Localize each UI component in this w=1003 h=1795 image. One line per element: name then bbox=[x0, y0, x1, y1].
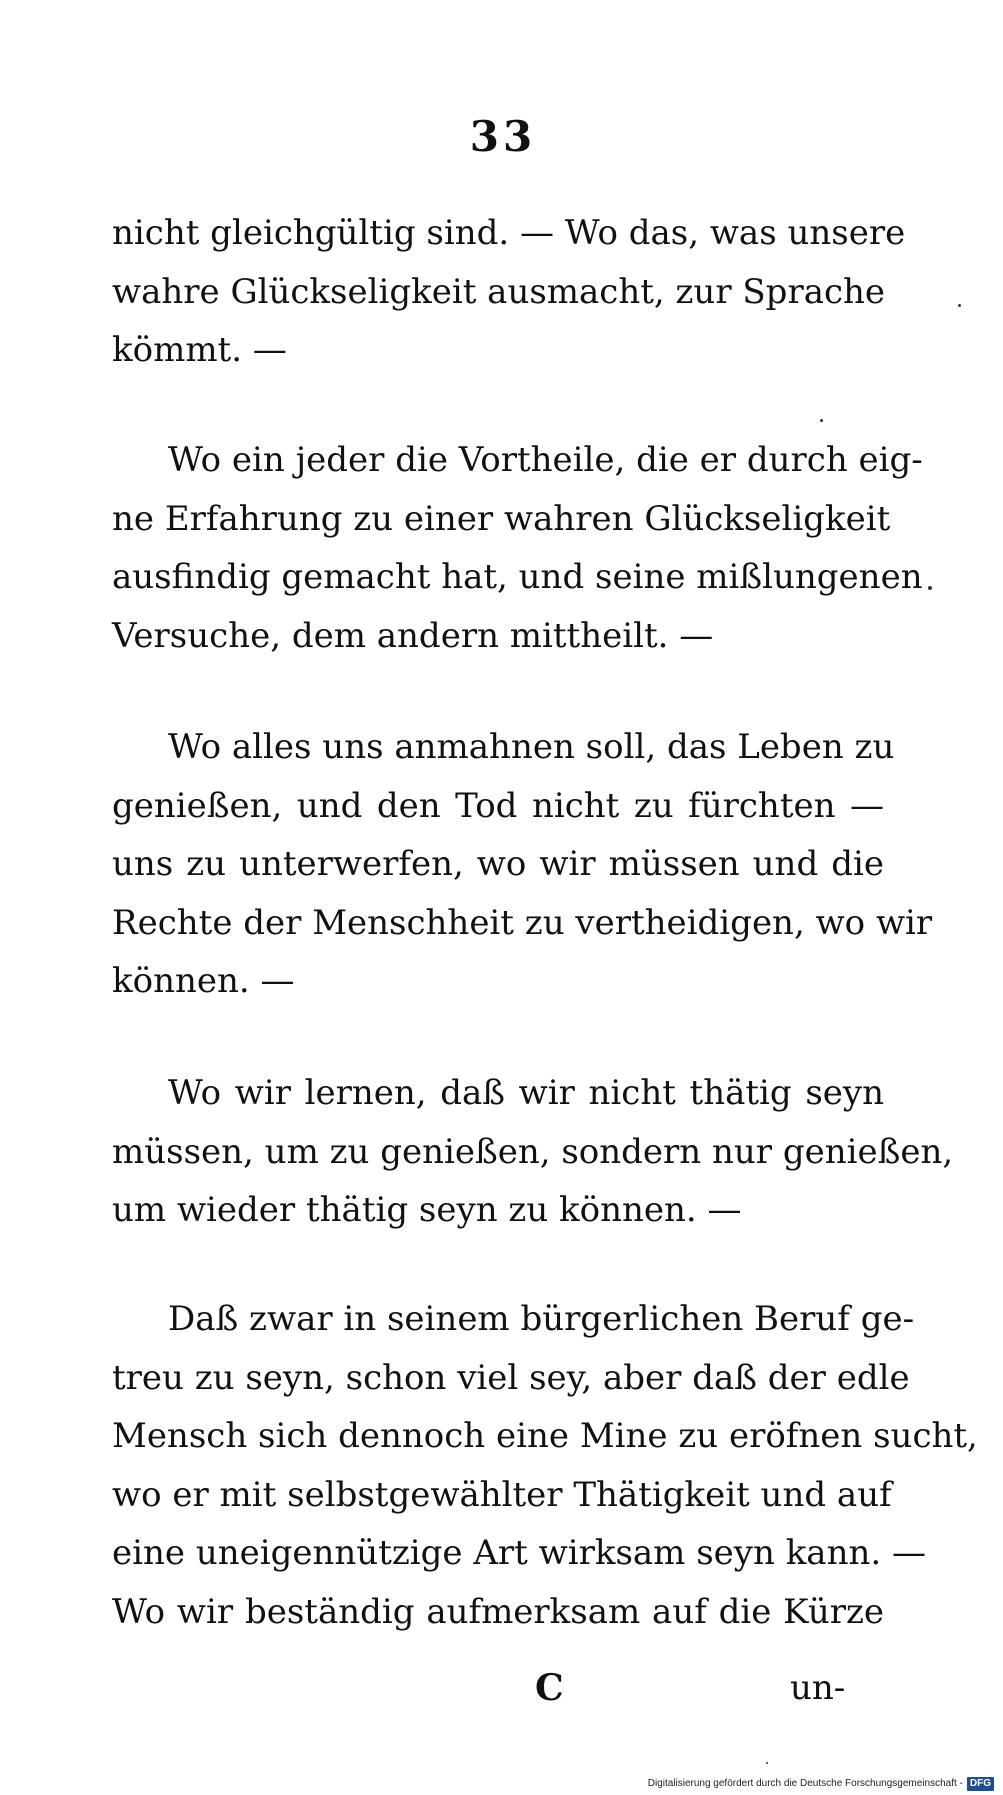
catchword: un- bbox=[790, 1668, 846, 1708]
page-number: 33 bbox=[469, 112, 537, 161]
text-line: Daß zwar in seinem bürgerlichen Beruf ge- bbox=[168, 1299, 915, 1339]
paragraph-1 bbox=[112, 204, 906, 380]
page-bottom-row bbox=[112, 1665, 884, 1711]
paragraph-5 bbox=[112, 1290, 978, 1641]
text-line: Wo wir beständig aufmerksam auf die Kürze bbox=[112, 1591, 884, 1632]
paragraph-3 bbox=[112, 718, 933, 1011]
credit-text: Digitalisierung gefördert durch die Deutsche Forschungsgemeinschaft - bbox=[647, 1778, 963, 1789]
text-line: Wo alles uns anmahnen soll, das Leben zu bbox=[168, 727, 895, 767]
text-line: kömmt. — bbox=[112, 330, 287, 370]
scan-speck bbox=[958, 304, 961, 307]
paragraph-2 bbox=[112, 431, 923, 665]
signature-mark: C bbox=[535, 1667, 564, 1709]
text-line: eine uneigennützige Art wirksam seyn kann. — bbox=[112, 1533, 926, 1573]
text-line: Versuche, dem andern mittheilt. — bbox=[112, 615, 714, 656]
text-line: genießen, und den Tod nicht zu fürchten — bbox=[112, 785, 884, 826]
text-line: Rechte der Menschheit zu vertheidigen, wo wir bbox=[112, 902, 933, 943]
scan-speck bbox=[766, 1762, 768, 1764]
text-line: ne Erfahrung zu einer wahren Glückseligkeit bbox=[112, 498, 891, 539]
paragraph-4 bbox=[112, 1064, 954, 1240]
text-line: treu zu seyn, schon viel sey, aber daß der edle bbox=[112, 1357, 910, 1398]
scan-speck bbox=[820, 419, 823, 422]
text-line: ausfindig gemacht hat, und seine mißlungenen bbox=[112, 557, 923, 597]
text-line: können. — bbox=[112, 961, 295, 1001]
text-line: Mensch sich dennoch eine Mine zu eröfnen sucht, bbox=[112, 1416, 978, 1456]
text-line: wahre Glückseligkeit ausmacht, zur Sprache bbox=[112, 271, 886, 312]
text-line: uns zu unterwerfen, wo wir müssen und die bbox=[112, 844, 884, 884]
digitization-credit bbox=[648, 1776, 994, 1792]
text-line: nicht gleichgültig sind. — Wo das, was unsere bbox=[112, 213, 906, 253]
text-line: Wo ein jeder die Vortheile, die er durch eig- bbox=[168, 440, 923, 480]
dfg-logo-icon: DFG bbox=[967, 1777, 994, 1791]
text-line: müssen, um zu genießen, sondern nur genießen, bbox=[112, 1131, 954, 1172]
scan-speck bbox=[928, 586, 932, 590]
text-line: um wieder thätig seyn zu können. — bbox=[112, 1190, 742, 1230]
text-line: wo er mit selbstgewählter Thätigkeit und auf bbox=[112, 1474, 892, 1515]
text-line: Wo wir lernen, daß wir nicht thätig seyn bbox=[168, 1073, 884, 1113]
